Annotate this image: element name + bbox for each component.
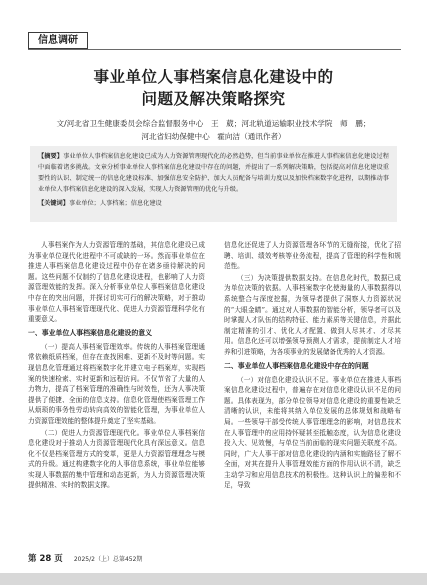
author-info	[30, 117, 397, 143]
section-heading-problems: 二、事业单位人事档案信息化建设中存在的问题	[224, 361, 369, 370]
authors-line-2: 河北省妇幼保健中心 霍向洁（通讯作者）	[141, 132, 286, 141]
article-title	[30, 66, 397, 110]
paragraph-decision-support: （三）为决策提供数据支持。在信息化时代，数据已成为单位决策的依据。人事档案数字化使海量的人事数据得以系统整合与深度挖掘，为领导者提供了洞察人力资源状况的“大眼金睛”。通过对人事数据的智能分析，领导者可以及时掌握人才队伍的结构特征、能力素质等关键信息，并据此制定精准的引才、优化人才配置、做到人尽其才、才尽其用。信息化还可以增强领导预测人才需求，提前制定人才培养和引进策略，为各项事业的发展储备优秀的人才资源。	[224, 273, 401, 356]
page-footer	[28, 546, 228, 564]
abstract-text: 事业单位人事档案信息化建设已成为人力资源管理现代化的必然趋势，但当前事业单位在推进人事档案信息化建设过程中面临着诸多挑战。文章分析事业单位人事档案信息化建设中存在的问题，并提出了一系列解决策略，包括提高对信息化建设重要性的认识、制定统一的信息化建设标准、加强信息安全防护、加大人员配备与培训力度以及加快档案数字化进程，以期推动事业单位人事档案信息化建设的深入发展，实现人力资源管理的优化与升级。	[38, 153, 389, 193]
bottom-bar	[0, 573, 427, 585]
abstract	[38, 151, 389, 195]
page-number: 第 28 页	[28, 554, 63, 564]
abstract-box	[30, 146, 397, 222]
intro-paragraph: 人事档案作为人力资源管理的基础，其信息化建设已成为事业单位现代化进程中不可或缺的一环。然而事业单位在推进人事档案信息化建设过程中仍存在诸多亟待解决的问题。这些问题不仅制约了信息化建设进程，也影响了人力资源管理效能的发挥。深入分析事业单位人事档案信息化建设中存在的突出问题，并探讨切实可行的解决策略，对于推动事业单位人事档案管理现代化、促进人力资源管理科学化有重要意义。	[28, 241, 205, 324]
title-line-1: 事业单位人事档案信息化建设中的	[93, 67, 334, 86]
abstract-label: 【摘要】	[38, 153, 64, 160]
left-column	[28, 240, 205, 492]
issue-info: 2025/2（上）总第452期	[73, 556, 143, 563]
right-column	[224, 240, 401, 492]
keywords	[38, 198, 389, 209]
authors-line-1: 文/河北省卫生健康委员会综合监督服务中心 王 葳；河北轨道运输职业技术学院 师 鹏；	[56, 119, 371, 128]
paragraph-awareness: （一）对信息化建设认识不足。事业单位在推进人事档案信息化建设过程中，普遍存在对信息化建设认识不足的问题。具体表现为，部分单位领导对信息化建设的重要性缺乏清晰的认识，未能将其纳入单位发展的总体规划和战略布局。一些领导干部受传统人事管理理念的影响，对信息技术在人事管理中的应用持怀疑甚至抵触态度，认为信息化建设投入大、见效慢，与单位当前面临的现实问题关联度不高。同时，广大人事干部对信息化建设的内涵和实施路径了解不全面，对其在提升人事管理效能方面的作用认识不清，缺乏主动学习和应用信息技术的积极性。这种认识上的偏差和不足，导致	[224, 375, 401, 490]
paragraph-modernization: （二）促进人力资源管理现代化。事业单位人事档案信息化建设对于推动人力资源管理现代化具有深远意义。信息化不仅是档案管理方式的变革，更是人力资源管理理念与模式的升级。通过构建数字化的人事信息系统，事业单位能够实现人事数据的集中管理和动态更新，为人力资源管理决策提供精准、实时的数据支撑。	[28, 428, 205, 490]
section-tag: 信息调研	[28, 32, 88, 49]
paragraph-efficiency: （一）提高人事档案管理效率。传统的人事档案管理通常依赖纸质档案，但存在查找困难、更新不及时等问题。实现信息化管理通过将档案数字化并建立电子档案库，实现档案的快速检索、实时更新和远程访问。不仅节省了大量的人力物力，提高了档案管理的准确性与时效性，还为人事决策提供了便捷、全面的信息支持。信息化管理使档案管理工作从烦琐的事务性劳动转向高效的智能化管理，为事业单位人力资源管理效能的整体提升奠定了坚实基础。	[28, 342, 205, 425]
section-heading-significance: 一、事业单位人事档案信息化建设的意义	[28, 328, 153, 337]
paragraph-continuation: 信息化还促进了人力资源管理各环节的无缝衔接，优化了招聘、培训、绩效考核等业务流程，提高了管理的科学性和规范性。	[224, 241, 401, 271]
keywords-label: 【关键词】	[38, 200, 69, 207]
title-line-2: 问题及解决策略探究	[141, 89, 286, 108]
keywords-text: 事业单位；人事档案；信息化建设	[68, 200, 162, 207]
top-divider	[28, 49, 401, 50]
